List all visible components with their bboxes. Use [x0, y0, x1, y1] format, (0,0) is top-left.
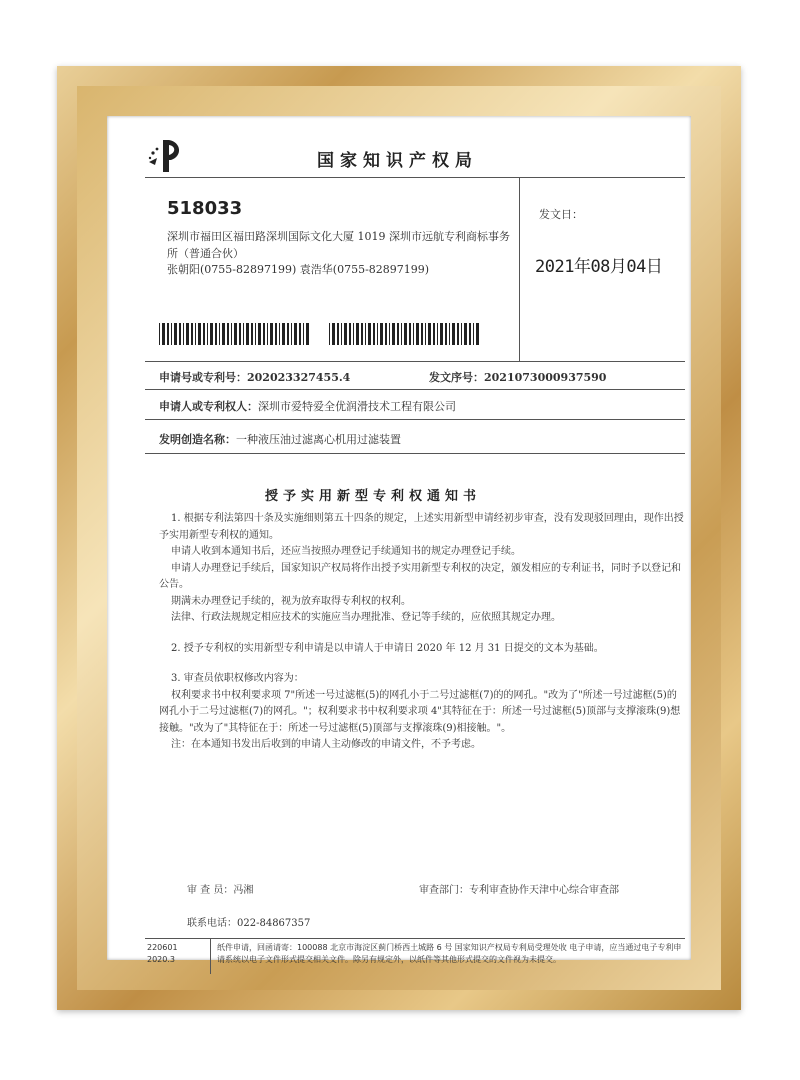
notice-body	[159, 511, 685, 754]
applicant-label: 申请人或专利权人：	[159, 400, 258, 413]
form-code: 220601	[147, 943, 178, 952]
dispatch-date-label: 发文日：	[539, 208, 583, 221]
paragraph-1: 1. 根据专利法第四十条及实施细则第五十四条的规定，上述实用新型申请经初步审查，没有发现驳回理由，现作出授予实用新型专利权的通知。	[159, 513, 684, 541]
fields-rule-1	[145, 361, 685, 362]
contact-phone: 联系电话：022-84867357	[187, 918, 311, 929]
applicant-row	[159, 398, 456, 414]
postcode: 518033	[167, 198, 243, 219]
recipient-contacts: 张朝阳(0755-82897199) 袁浩华(0755-82897199)	[167, 263, 430, 276]
agency-name: 国家知识产权局	[317, 151, 478, 171]
paragraph-1c: 期满未办理登记手续的，视为放弃取得专利权的权利。	[171, 595, 411, 607]
paragraph-3: 3. 审查员依职权修改内容为：	[171, 673, 304, 684]
invention-label: 发明创造名称：	[159, 433, 236, 446]
barcode-left	[159, 323, 309, 345]
dispatch-date: 2021年08月04日	[535, 257, 663, 277]
fields-rule-4	[145, 453, 685, 454]
footer-divider	[210, 938, 211, 974]
mailing-note: 纸件申请，回函请寄：100088 北京市海淀区蓟门桥西土城路 6 号 国家知识产权局专利局受理处收 电子申请，应当通过电子专利申请系统以电子文件形式提交相关文件。除另有规定外，以纸件等其他形式提交的文件视为未提交。	[217, 943, 682, 964]
footer-rule	[145, 938, 685, 939]
recipient-address: 深圳市福田区福田路深圳国际文化大厦 1019 深圳市远航专利商标事务所（普通合伙）	[167, 230, 510, 260]
serial-number-row	[429, 369, 606, 385]
barcode-right	[329, 323, 479, 345]
picture-frame	[57, 66, 741, 1010]
form-version: 2020.3	[147, 955, 175, 964]
paragraph-3a: 权利要求书中权利要求项 7"所述一号过滤框(5)的网孔小于二号过滤框(7)的的网孔。"改为了"所述一号过滤框(5)的网孔小于二号过滤框(7)的网孔。"；权利要求书中权利要求项 4"其特征在于：所述一号过滤框(5)顶部与支撑滚珠(9)想接触。"改为了"其特征在于：所述一号过滤框(5)顶部与支撑滚珠(9)相接触。"。	[159, 689, 681, 734]
paragraph-1a: 申请人收到本通知书后，还应当按照办理登记手续通知书的规定办理登记手续。	[171, 546, 521, 557]
fields-rule-3	[145, 419, 685, 420]
header-rule	[145, 177, 685, 178]
application-number-row	[159, 369, 350, 385]
paragraph-3b: 注：在本通知书发出后收到的申请人主动修改的申请文件，不予考虑。	[171, 739, 481, 750]
notice-title: 授予实用新型专利权通知书	[265, 489, 482, 504]
date-divider	[519, 177, 520, 361]
applicant-name: 深圳市爱特爱全优润滑技术工程有限公司	[258, 400, 456, 413]
application-number: 202023327455.4	[247, 371, 351, 384]
cnipa-logo-icon	[145, 134, 189, 178]
paragraph-1b: 申请人办理登记手续后，国家知识产权局将作出授予实用新型专利权的决定，颁发相应的专利证书，同时予以登记和公告。	[159, 562, 681, 590]
paragraph-2: 2. 授予专利权的实用新型专利申请是以申请人于申请日 2020 年 12 月 31 日提交的文本为基础。	[171, 642, 604, 654]
examiner: 审 查 员：冯湘	[187, 885, 254, 896]
serial-number-label: 发文序号：	[429, 371, 484, 384]
certificate-paper	[107, 116, 691, 964]
fields-rule-2	[145, 389, 685, 390]
frame-mat	[77, 86, 721, 990]
invention-row	[159, 431, 401, 447]
serial-number: 2021073000937590	[484, 371, 607, 384]
examination-department: 审查部门：专利审查协作天津中心综合审查部	[419, 885, 619, 896]
application-number-label: 申请号或专利号：	[159, 371, 247, 384]
paragraph-1d: 法律、行政法规规定相应技术的实施应当办理批准、登记等手续的，应依照其规定办理。	[171, 612, 561, 623]
invention-title: 一种液压油过滤离心机用过滤装置	[236, 433, 401, 446]
